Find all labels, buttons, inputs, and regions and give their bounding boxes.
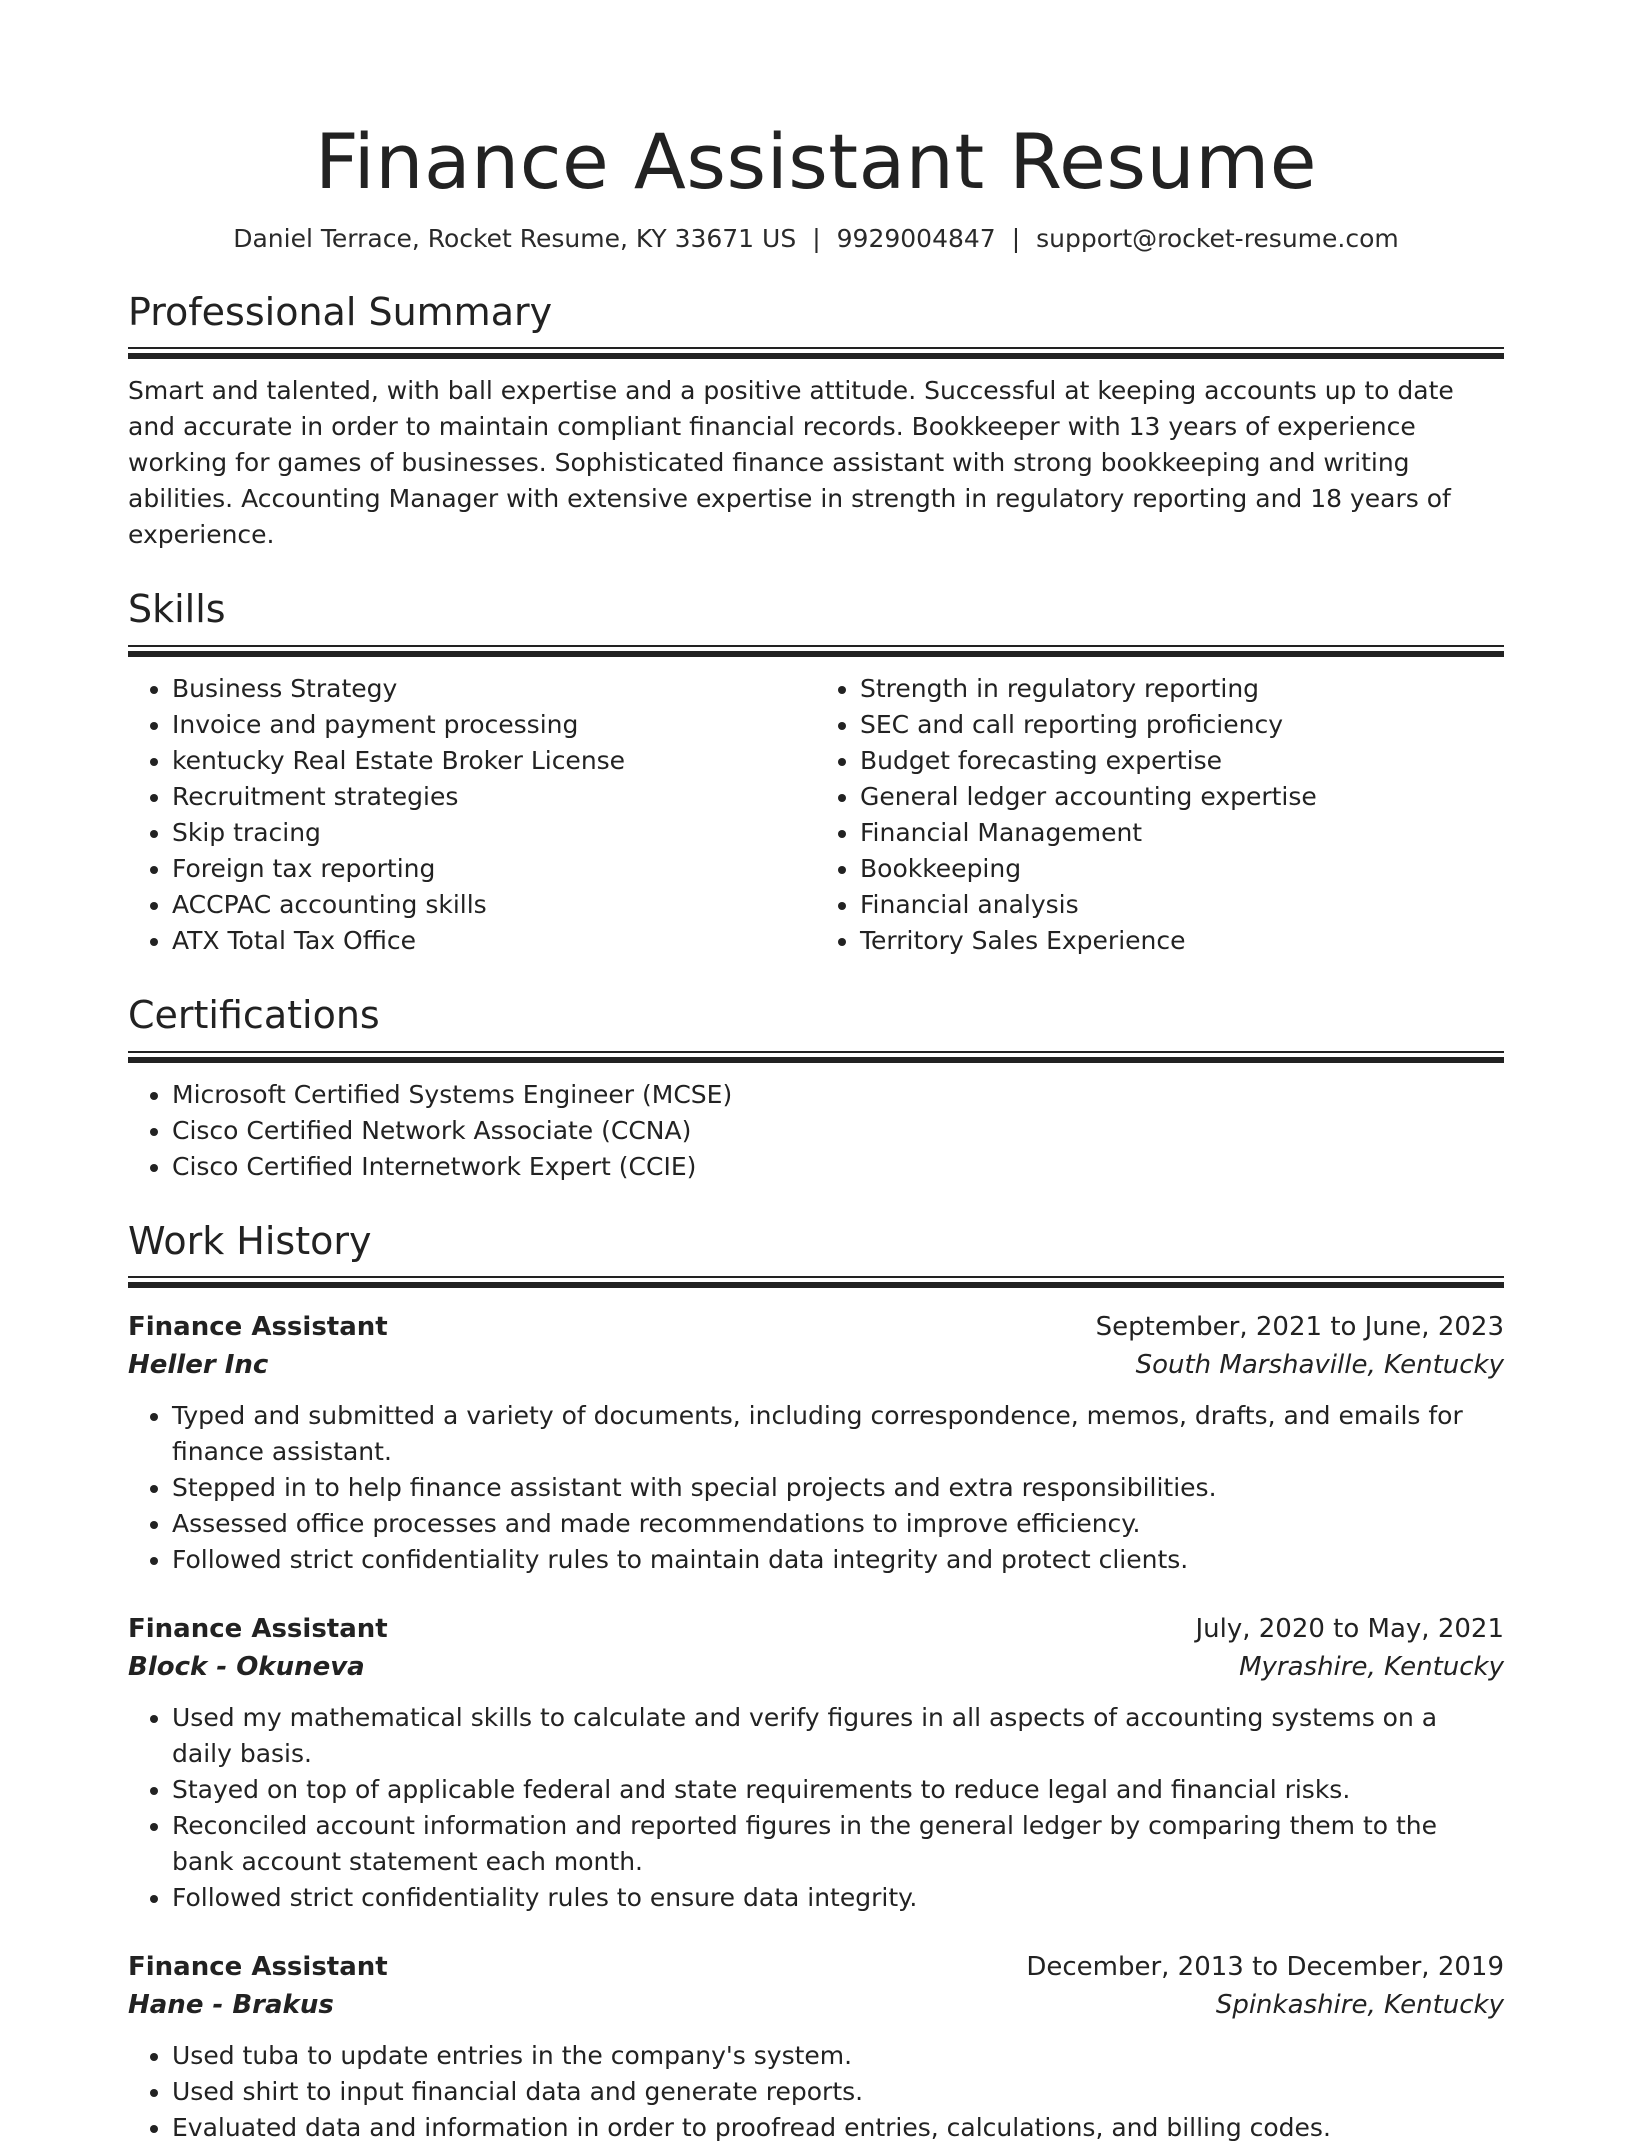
- job-dates: September, 2021 to June, 2023: [1095, 1312, 1504, 1343]
- skill-item: • ATX Total Tax Office: [172, 923, 816, 959]
- skills-grid: [128, 671, 1504, 959]
- job-duty-item: • Stepped in to help finance assistant with special projects and extra responsibilities.: [172, 1470, 1504, 1506]
- job-duty-item: • Typed and submitted a variety of documents, including correspondence, memos, drafts, and emails for finance assistant.: [172, 1398, 1504, 1470]
- section-divider: [128, 1276, 1504, 1288]
- job-header-row: [128, 1610, 1504, 1648]
- job-duty-item: • Assessed office processes and made recommendations to improve efficiency.: [172, 1506, 1504, 1542]
- contact-address: Daniel Terrace, Rocket Resume, KY 33671 US: [233, 224, 797, 254]
- skill-item: • Skip tracing: [172, 815, 816, 851]
- job-title: Finance Assistant: [128, 1614, 388, 1645]
- skill-item: • Strength in regulatory reporting: [860, 671, 1504, 707]
- summary-heading: Professional Summary: [128, 289, 553, 334]
- job-entry: [128, 1308, 1504, 1578]
- job-duty-item: • Reconciled account information and reported figures in the general ledger by comparing them to the bank account statement each month.: [172, 1808, 1504, 1880]
- job-duty-item: • Followed strict confidentiality rules to maintain data integrity and protect clients.: [172, 1542, 1504, 1578]
- certification-item: • Cisco Certified Network Associate (CCNA): [172, 1113, 1504, 1149]
- job-duty-item: • Followed strict confidentiality rules to ensure data integrity.: [172, 1880, 1504, 1916]
- skill-item: • ACCPAC accounting skills: [172, 887, 816, 923]
- work-history-section: [128, 1219, 1504, 2146]
- job-location: Myrashire, Kentucky: [1239, 1652, 1504, 1683]
- job-subheader-row: [128, 1346, 1504, 1384]
- job-duties-list: [128, 2038, 1504, 2146]
- certification-item: • Cisco Certified Internetwork Expert (CCIE): [172, 1149, 1504, 1185]
- skills-list-right: [816, 671, 1504, 959]
- job-header-row: [128, 1308, 1504, 1346]
- job-dates: July, 2020 to May, 2021: [1195, 1614, 1504, 1645]
- job-duties-list: [128, 1700, 1504, 1916]
- skill-item: • Invoice and payment processing: [172, 707, 816, 743]
- skills-section: [128, 587, 1504, 959]
- skill-item: • Territory Sales Experience: [860, 923, 1504, 959]
- skill-item: • SEC and call reporting proficiency: [860, 707, 1504, 743]
- certifications-list: [128, 1077, 1504, 1185]
- contact-separator: |: [812, 224, 821, 254]
- job-company: Hane - Brakus: [128, 1990, 334, 2021]
- skill-item: • Recruitment strategies: [172, 779, 816, 815]
- skill-item: • Financial analysis: [860, 887, 1504, 923]
- skill-item: • Bookkeeping: [860, 851, 1504, 887]
- certification-item: • Microsoft Certified Systems Engineer (MCSE): [172, 1077, 1504, 1113]
- job-title: Finance Assistant: [128, 1952, 388, 1983]
- job-duty-item: • Evaluated data and information in order to proofread entries, calculations, and billing codes.: [172, 2110, 1504, 2146]
- contact-phone: 9929004847: [836, 224, 996, 254]
- summary-section: [128, 290, 1504, 554]
- job-duty-item: • Used tuba to update entries in the company's system.: [172, 2038, 1504, 2074]
- job-subheader-row: [128, 1648, 1504, 1686]
- job-entry: [128, 1948, 1504, 2146]
- skills-heading: Skills: [128, 587, 226, 632]
- job-subheader-row: [128, 1986, 1504, 2024]
- job-duty-item: • Used shirt to input financial data and generate reports.: [172, 2074, 1504, 2110]
- work-history-heading: Work History: [128, 1218, 372, 1263]
- certifications-heading: Certifications: [128, 993, 380, 1038]
- page-title: Finance Assistant Resume: [314, 117, 1317, 206]
- contact-email: support@rocket-resume.com: [1036, 224, 1399, 254]
- job-location: Spinkashire, Kentucky: [1215, 1990, 1504, 2021]
- skill-item: • General ledger accounting expertise: [860, 779, 1504, 815]
- job-location: South Marshaville, Kentucky: [1135, 1350, 1504, 1381]
- job-company: Heller Inc: [128, 1350, 269, 1381]
- section-divider: [128, 347, 1504, 359]
- job-duty-item: • Used my mathematical skills to calculate and verify figures in all aspects of accounting systems on a daily basis.: [172, 1700, 1504, 1772]
- job-dates: December, 2013 to December, 2019: [1026, 1952, 1504, 1983]
- skill-item: • kentucky Real Estate Broker License: [172, 743, 816, 779]
- job-title: Finance Assistant: [128, 1312, 388, 1343]
- job-company: Block - Okuneva: [128, 1652, 365, 1683]
- job-duties-list: [128, 1398, 1504, 1578]
- certifications-section: [128, 993, 1504, 1185]
- skill-item: • Financial Management: [860, 815, 1504, 851]
- section-divider: [128, 645, 1504, 657]
- skill-item: • Budget forecasting expertise: [860, 743, 1504, 779]
- skill-item: • Foreign tax reporting: [172, 851, 816, 887]
- section-divider: [128, 1051, 1504, 1063]
- skill-item: • Business Strategy: [172, 671, 816, 707]
- summary-text: Smart and talented, with ball expertise and a positive attitude. Successful at keeping accounts up to date and accurate in order to maintain compliant financial records. Bookkeeper with 13 years of experience working for games of businesses. Sophisticated finance assistant with strong bookkeeping and writing abilities. Accounting Manager with extensive expertise in strength in regulatory reporting and 18 years of experience.: [128, 376, 1454, 550]
- job-entry: [128, 1610, 1504, 1916]
- job-header-row: [128, 1948, 1504, 1986]
- skills-list-left: [128, 671, 816, 959]
- contact-separator: |: [1011, 224, 1021, 254]
- contact-line: [128, 223, 1504, 256]
- job-duty-item: • Stayed on top of applicable federal and state requirements to reduce legal and financial risks.: [172, 1772, 1504, 1808]
